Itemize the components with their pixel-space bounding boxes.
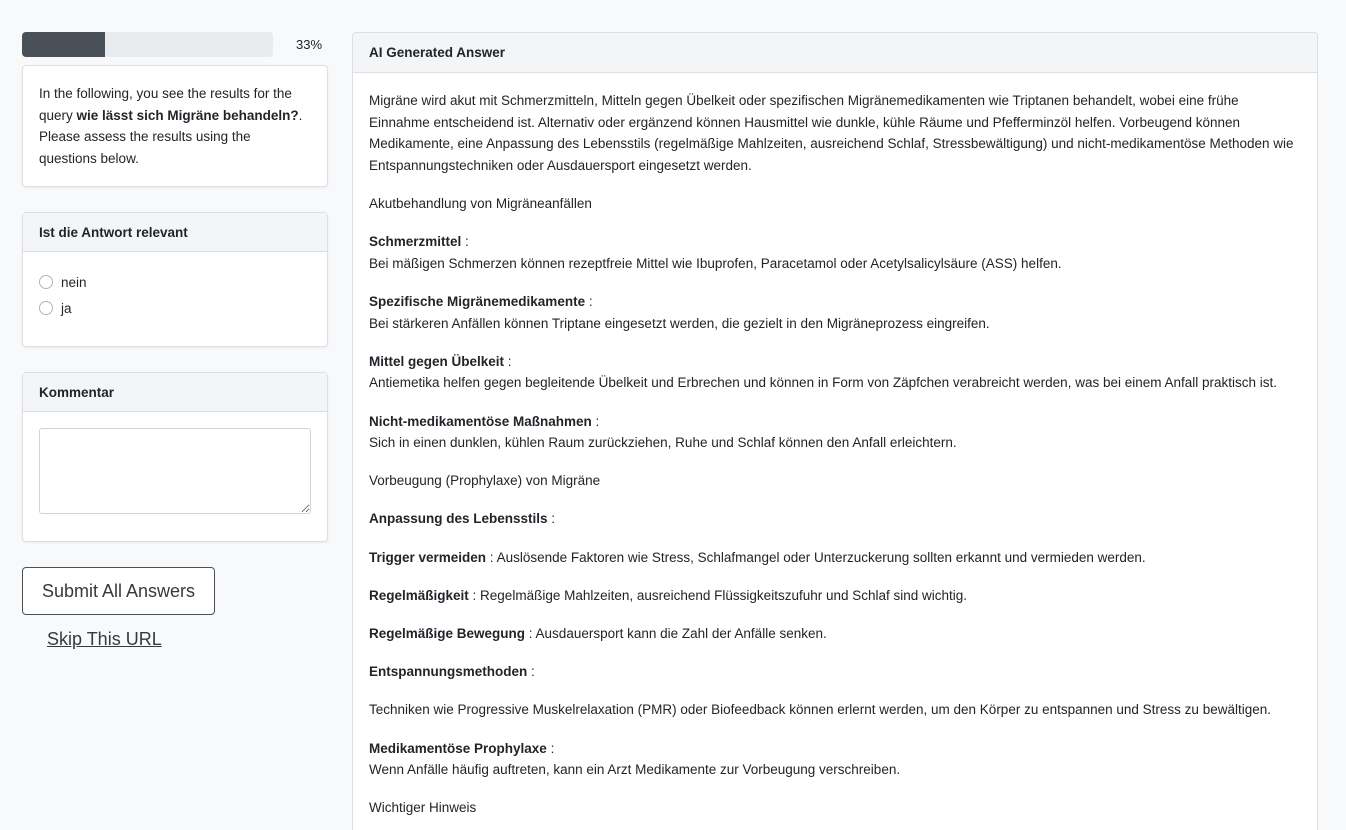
instructions-prefix: In the following, you see the results for the query: [39, 86, 292, 123]
item-heading: Medikamentöse Prophylaxe: [369, 740, 547, 756]
answer-item: Mittel gegen Übelkeit : Antiemetika helfen gegen begleitende Übelkeit und Erbrechen und können in Form von Zäpfchen verabreicht werden, was bei einem Anfall praktisch ist.: [369, 353, 1278, 391]
answer-item: Spezifische Migränemedikamente : Bei stärkeren Anfällen können Triptane eingesetzt werden, die gezielt in den Migräneprozess eingreifen.: [369, 293, 990, 331]
progress-row: [22, 32, 328, 57]
radio-ja[interactable]: [39, 301, 53, 315]
comment-title: Kommentar: [23, 373, 327, 412]
option-ja[interactable]: [39, 295, 311, 321]
answer-body: [353, 73, 1317, 830]
answer-item: Entspannungsmethoden :: [369, 664, 535, 680]
query-text: wie lässt sich Migräne behandeln?: [76, 107, 299, 123]
answer-item: Anpassung des Lebensstils :: [369, 511, 556, 527]
relevance-options: [23, 252, 327, 346]
item-heading: Spezifische Migränemedikamente: [369, 293, 586, 309]
answer-item: Regelmäßige Bewegung : Ausdauersport kann die Zahl der Anfälle senken.: [369, 626, 827, 642]
item-text: Wenn Anfälle häufig auftreten, kann ein Arzt Medikamente zur Vorbeugung verschreiben.: [369, 762, 901, 778]
item-text: Bei stärkeren Anfällen können Triptane eingesetzt werden, die gezielt in den Migräneprozess eingreifen.: [369, 315, 990, 331]
section-acute: Akutbehandlung von Migräneanfällen: [369, 195, 592, 211]
answer-item: Schmerzmittel : Bei mäßigen Schmerzen können rezeptfreie Mittel wie Ibuprofen, Paracetamol oder Acetylsalicylsäure (ASS) helfen.: [369, 234, 1062, 271]
relevance-title: Ist die Antwort relevant: [23, 213, 327, 252]
item-heading: Entspannungsmethoden: [369, 664, 528, 680]
item-text: Ausdauersport kann die Zahl der Anfälle senken.: [535, 626, 827, 642]
item-heading: Anpassung des Lebensstils: [369, 511, 548, 527]
item-text: Auslösende Faktoren wie Stress, Schlafmangel oder Unterzuckerung sollten erkannt und vermieden werden.: [496, 549, 1146, 565]
item-text: Sich in einen dunklen, kühlen Raum zurückziehen, Ruhe und Schlaf können den Anfall erleichtern.: [369, 435, 957, 451]
radio-nein[interactable]: [39, 275, 53, 289]
answer-card: [352, 32, 1318, 830]
answer-intro: Migräne wird akut mit Schmerzmitteln, Mitteln gegen Übelkeit oder spezifischen Migränemedikamenten wie Triptanen behandelt, wobei eine frühe Einnahme entscheidend ist. Alternativ oder ergänzend können Hausmittel wie dunkle, kühle Räume und Pfefferminzöl helfen. Vorbeugend können Medikamente, eine Anpassung des Lebensstils (regelmäßige Mahlzeiten, ausreichend Schlaf, Stressbewältigung) und nicht-medikamentöse Methoden wie Entspannungstechniken oder Ausdauersport eingesetzt werden.: [369, 93, 1294, 173]
answer-item: Trigger vermeiden : Auslösende Faktoren wie Stress, Schlafmangel oder Unterzuckerung sollten erkannt und vermieden werden.: [369, 549, 1146, 565]
answer-paragraph: Techniken wie Progressive Muskelrelaxation (PMR) oder Biofeedback können erlernt werden, um den Körper zu entspannen und Stress zu bewältigen.: [369, 702, 1271, 718]
answer-item: Regelmäßigkeit : Regelmäßige Mahlzeiten, ausreichend Flüssigkeitszufuhr und Schlaf sind wichtig.: [369, 587, 968, 603]
skip-url-link[interactable]: Skip This URL: [47, 629, 162, 650]
section-prophylaxis: Vorbeugung (Prophylaxe) von Migräne: [369, 473, 601, 489]
answer-title: AI Generated Answer: [353, 33, 1317, 73]
answer-item: Medikamentöse Prophylaxe : Wenn Anfälle häufig auftreten, kann ein Arzt Medikamente zur Vorbeugung verschreiben.: [369, 740, 901, 778]
relevance-card: [22, 212, 328, 347]
item-text: Antiemetika helfen gegen begleitende Übelkeit und Erbrechen und können in Form von Zäpfchen verabreicht werden, was bei einem Anfall praktisch ist.: [369, 375, 1278, 391]
comment-textarea[interactable]: [39, 428, 311, 514]
item-heading: Mittel gegen Übelkeit: [369, 353, 505, 369]
option-ja-label: ja: [61, 300, 72, 316]
item-heading: Trigger vermeiden: [369, 549, 487, 565]
answer-item: Nicht-medikamentöse Maßnahmen : Sich in einen dunklen, kühlen Raum zurückziehen, Ruhe und Schlaf können den Anfall erleichtern.: [369, 413, 957, 451]
item-text: Regelmäßige Mahlzeiten, ausreichend Flüssigkeitszufuhr und Schlaf sind wichtig.: [480, 587, 968, 603]
progress-bar: [22, 32, 273, 57]
option-nein-label: nein: [61, 274, 87, 290]
option-nein[interactable]: [39, 269, 311, 295]
instructions-suffix: . Please assess the results using the questions below.: [39, 107, 303, 166]
item-heading: Schmerzmittel: [369, 234, 462, 250]
instructions-card: [22, 65, 328, 187]
assessment-panel: [22, 32, 328, 650]
comment-card: [22, 372, 328, 542]
item-text: Bei mäßigen Schmerzen können rezeptfreie Mittel wie Ibuprofen, Paracetamol oder Acetylsalicylsäure (ASS) helfen.: [369, 255, 1062, 271]
submit-all-button[interactable]: Submit All Answers: [22, 567, 215, 615]
item-heading: Regelmäßige Bewegung: [369, 626, 526, 642]
section-note: Wichtiger Hinweis: [369, 800, 477, 816]
progress-percent: 33%: [296, 37, 323, 52]
progress-fill: [22, 32, 105, 57]
item-heading: Nicht-medikamentöse Maßnahmen: [369, 413, 592, 429]
item-heading: Regelmäßigkeit: [369, 587, 469, 603]
